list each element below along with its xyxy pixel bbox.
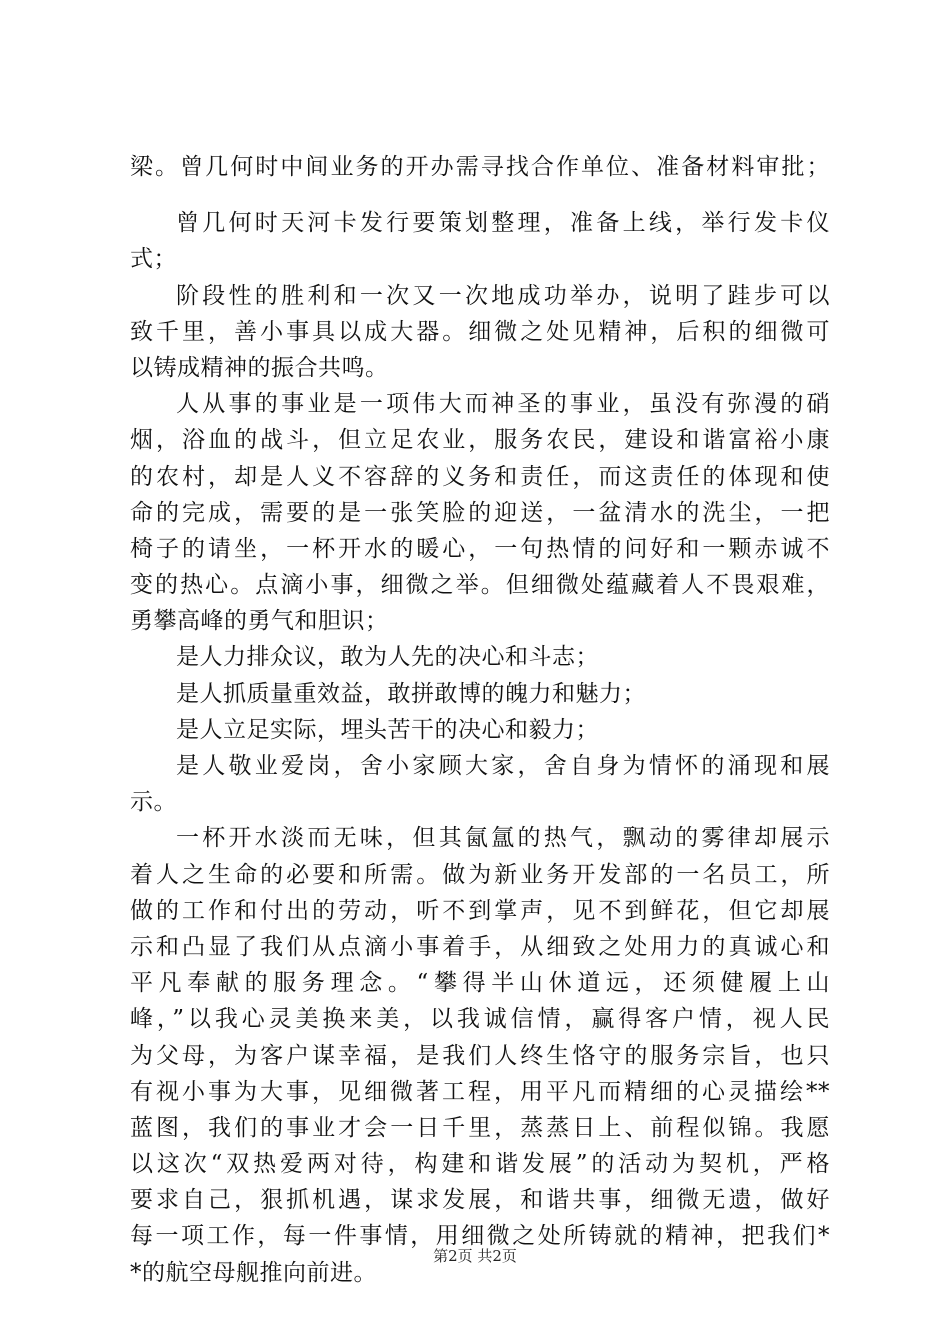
text-line: 变的热心。点滴小事，细微之举。但细微处蕴藏着人不畏艰难， — [130, 572, 830, 599]
text-line: *的航空母舰推向前进。 — [130, 1259, 377, 1286]
text-line: 是人力排众议，敢为人先的决心和斗志； — [176, 644, 599, 671]
text-line: 勇攀高峰的勇气和胆识； — [130, 608, 389, 635]
text-line: 每一项工作，每一件事情，用细微之处所铸就的精神，把我们* — [130, 1223, 830, 1250]
text-line: 的农村，却是人义不容辞的义务和责任，而这责任的体现和使 — [130, 463, 830, 490]
text-line: 峰，”以我心灵美换来美，以我诚信情，赢得客户情，视人民 — [130, 1006, 830, 1033]
page-number-footer: 第2页 共2页 — [433, 1247, 517, 1265]
text-line: 椅子的请坐，一杯开水的暖心，一句热情的问好和一颗赤诚不 — [130, 535, 830, 562]
text-line: 做的工作和付出的劳动，听不到掌声，见不到鲜花，但它却展 — [130, 897, 830, 924]
text-line: 人从事的事业是一项伟大而神圣的事业，虽没有弥漫的硝 — [176, 391, 830, 418]
text-line: 是人敬业爱岗，舍小家顾大家，舍自身为情怀的涌现和展 — [176, 753, 830, 779]
text-line: 为父母，为客户谋幸福，是我们人终生恪守的服务宗旨，也只 — [130, 1042, 830, 1069]
text-line: 是人抓质量重效益，敢拼敢博的魄力和魅力； — [176, 680, 646, 707]
text-line: 烟，浴血的战斗，但立足农业，服务农民，建设和谐富裕小康 — [130, 427, 830, 454]
text-line: 着人之生命的必要和所需。做为新业务开发部的一名员工，所 — [130, 861, 830, 888]
paragraph-gap — [130, 185, 830, 205]
text-line: 以铸成精神的振合共鸣。 — [130, 354, 389, 381]
text-line: 示和凸显了我们从点滴小事着手，从细致之处用力的真诚心和 — [130, 933, 830, 960]
text-line: 致千里，善小事具以成大器。细微之处见精神，后积的细微可 — [130, 318, 830, 345]
text-line: 有视小事为大事，见细微著工程，用平凡而精细的心灵描绘** — [130, 1078, 830, 1105]
text-line: 蓝图，我们的事业才会一日千里，蒸蒸日上、前程似锦。我愿 — [130, 1114, 830, 1141]
text-line: 曾几何时天河卡发行要策划整理，准备上线，举行发卡仪 — [176, 210, 830, 237]
document-body — [130, 149, 830, 1291]
text-line: 平凡奉献的服务理念。“攀得半山休道远，还须健履上山 — [130, 970, 830, 997]
text-line: 梁。曾几何时中间业务的开办需寻找合作单位、准备材料审批； — [130, 154, 830, 180]
text-line: 是人立足实际，埋头苦干的决心和毅力； — [176, 716, 599, 743]
text-line: 阶段性的胜利和一次又一次地成功举办，说明了跬步可以 — [176, 282, 830, 309]
text-line: 示。 — [130, 789, 177, 816]
text-line: 以这次“双热爱两对待，构建和谐发展”的活动为契机，严格 — [130, 1151, 830, 1178]
text-line: 式； — [130, 246, 177, 273]
text-line: 一杯开水淡而无味，但其氤氲的热气，飘动的雾律却展示 — [176, 825, 830, 852]
text-line: 命的完成，需要的是一张笑脸的迎送，一盆清水的洗尘，一把 — [130, 499, 830, 526]
text-line: 要求自己，狠抓机遇，谋求发展，和谐共事，细微无遗，做好 — [130, 1187, 830, 1214]
